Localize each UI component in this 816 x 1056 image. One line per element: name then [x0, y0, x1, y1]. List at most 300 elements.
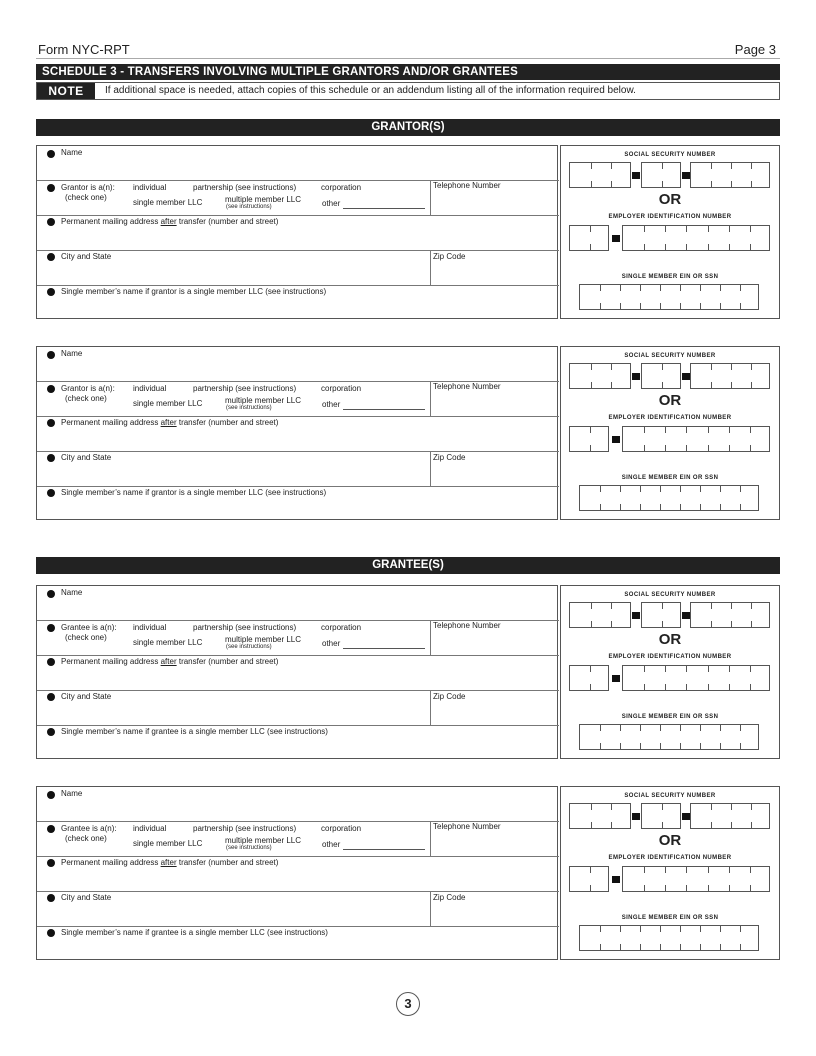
digit-separator-tick [700, 725, 701, 731]
zip-field[interactable] [431, 251, 558, 285]
single-member-ein-input[interactable] [579, 724, 759, 750]
digit-separator-tick [711, 181, 712, 187]
digit-separator-tick [611, 804, 612, 810]
grantees-section-title: GRANTEE(S) [36, 557, 780, 574]
digit-separator-tick [751, 364, 752, 370]
digit-separator-tick [640, 486, 641, 492]
ein-part-2[interactable] [622, 225, 770, 251]
telephone-field[interactable] [431, 181, 558, 215]
digit-separator-tick [640, 285, 641, 291]
ein-label: EMPLOYER IDENTIFICATION NUMBER [608, 855, 732, 861]
name-field[interactable] [37, 586, 559, 620]
digit-separator-tick [708, 666, 709, 672]
ssn-part-1[interactable] [569, 602, 631, 628]
type-corporation[interactable]: corporation [321, 384, 362, 393]
digit-separator-tick [644, 684, 645, 690]
digit-separator-tick [680, 743, 681, 749]
digit-separator-tick [590, 885, 591, 891]
page-label: Page 3 [734, 42, 776, 57]
digit-separator-tick [600, 725, 601, 731]
type-multiple-member-llc[interactable]: multiple member LLC [225, 195, 302, 204]
see-instructions-note: (see instructions) [226, 405, 272, 411]
single-member-name-field[interactable] [37, 487, 559, 521]
digit-separator-tick [729, 427, 730, 433]
digit-separator-tick [750, 885, 751, 891]
single-member-name-field[interactable] [37, 286, 559, 320]
other-input-line[interactable] [343, 409, 425, 410]
digit-separator-tick [700, 926, 701, 932]
digit-separator-tick [665, 226, 666, 232]
digit-separator-tick [611, 163, 612, 169]
digit-separator-tick [662, 603, 663, 609]
bullet-icon [47, 184, 55, 192]
dash-icon [612, 675, 620, 682]
single-member-name-label: Single member’s name if grantee is a single member LLC (see instructions) [61, 928, 328, 937]
party-info-box [36, 585, 558, 759]
digit-separator-tick [620, 504, 621, 510]
ssn-part-3[interactable] [690, 363, 770, 389]
digit-separator-tick [640, 504, 641, 510]
telephone-field[interactable] [431, 621, 558, 655]
note-text: If additional space is needed, attach copies of this schedule or an addendum listing all of the information required below. [105, 85, 636, 96]
mailing-address-field[interactable] [37, 216, 559, 250]
digit-separator-tick [640, 944, 641, 950]
telephone-field[interactable] [431, 822, 558, 856]
digit-separator-tick [591, 163, 592, 169]
digit-separator-tick [751, 382, 752, 388]
digit-separator-tick [729, 885, 730, 891]
type-single-member-llc[interactable]: single member LLC [133, 839, 203, 848]
digit-separator-tick [600, 303, 601, 309]
digit-separator-tick [731, 382, 732, 388]
single-member-ein-input[interactable] [579, 485, 759, 511]
name-field[interactable] [37, 347, 559, 381]
digit-separator-tick [620, 725, 621, 731]
mailing-address-text: Permanent mailing address [61, 858, 161, 867]
digit-separator-tick [620, 303, 621, 309]
telephone-label: Telephone Number [433, 382, 501, 391]
type-other[interactable]: other [322, 400, 341, 409]
mailing-address-text-end: transfer (number and street) [176, 657, 279, 666]
check-one-label: (check one) [65, 834, 107, 843]
type-individual[interactable]: individual [133, 824, 167, 833]
digit-separator-tick [751, 181, 752, 187]
ein-part-1[interactable] [569, 426, 609, 452]
digit-separator-tick [700, 486, 701, 492]
name-label: Name [61, 349, 83, 358]
digit-separator-tick [640, 926, 641, 932]
grantors-section-title: GRANTOR(S) [36, 119, 780, 136]
type-corporation[interactable]: corporation [321, 623, 362, 632]
digit-separator-tick [750, 244, 751, 250]
city-state-field[interactable] [37, 892, 430, 926]
type-individual[interactable]: individual [133, 183, 167, 192]
digit-separator-tick [665, 244, 666, 250]
ein-label: EMPLOYER IDENTIFICATION NUMBER [608, 654, 732, 660]
dash-icon [682, 612, 690, 619]
mailing-address-text: Permanent mailing address [61, 657, 161, 666]
digit-separator-tick [662, 804, 663, 810]
digit-separator-tick [680, 504, 681, 510]
mailing-address-field[interactable] [37, 656, 559, 690]
id-number-box [560, 786, 780, 960]
digit-separator-tick [708, 445, 709, 451]
digit-separator-tick [600, 944, 601, 950]
digit-separator-tick [680, 944, 681, 950]
name-label: Name [61, 789, 83, 798]
dash-icon [632, 373, 640, 380]
zip-label: Zip Code [433, 893, 466, 902]
type-multiple-member-llc[interactable]: multiple member LLC [225, 635, 302, 644]
bullet-icon [47, 624, 55, 632]
digit-separator-tick [751, 163, 752, 169]
digit-separator-tick [591, 804, 592, 810]
ssn-label: SOCIAL SECURITY NUMBER [624, 592, 716, 598]
zip-label: Zip Code [433, 453, 466, 462]
party-info-box [36, 145, 558, 319]
digit-separator-tick [660, 504, 661, 510]
single-member-name-field[interactable] [37, 927, 559, 961]
digit-separator-tick [740, 285, 741, 291]
digit-separator-tick [660, 285, 661, 291]
digit-separator-tick [751, 603, 752, 609]
telephone-field[interactable] [431, 382, 558, 416]
digit-separator-tick [662, 822, 663, 828]
digit-separator-tick [590, 867, 591, 873]
id-number-box [560, 346, 780, 520]
type-partnership[interactable]: partnership (see instructions) [193, 183, 297, 192]
digit-separator-tick [660, 944, 661, 950]
digit-separator-tick [731, 364, 732, 370]
dash-icon [682, 373, 690, 380]
digit-separator-tick [711, 804, 712, 810]
digit-separator-tick [731, 181, 732, 187]
digit-separator-tick [700, 743, 701, 749]
dash-icon [612, 235, 620, 242]
page-number: 3 [396, 992, 420, 1016]
digit-separator-tick [751, 621, 752, 627]
digit-separator-tick [644, 427, 645, 433]
or-label: OR [658, 832, 682, 849]
digit-separator-tick [731, 804, 732, 810]
check-one-label: (check one) [65, 193, 107, 202]
type-single-member-llc[interactable]: single member LLC [133, 198, 203, 207]
ein-part-2[interactable] [622, 665, 770, 691]
digit-separator-tick [590, 445, 591, 451]
mailing-address-text: Permanent mailing address [61, 418, 161, 427]
type-corporation[interactable]: corporation [321, 183, 362, 192]
digit-separator-tick [750, 684, 751, 690]
mailing-address-text-end: transfer (number and street) [176, 858, 279, 867]
digit-separator-tick [720, 725, 721, 731]
bullet-icon [47, 385, 55, 393]
mailing-address-text-end: transfer (number and street) [176, 217, 279, 226]
ein-part-2[interactable] [622, 426, 770, 452]
digit-separator-tick [611, 364, 612, 370]
digit-separator-tick [640, 303, 641, 309]
digit-separator-tick [708, 427, 709, 433]
other-input-line[interactable] [343, 648, 425, 649]
city-state-label: City and State [61, 453, 112, 462]
digit-separator-tick [640, 725, 641, 731]
ssn-part-3[interactable] [690, 602, 770, 628]
digit-separator-tick [611, 822, 612, 828]
digit-separator-tick [711, 382, 712, 388]
type-other[interactable]: other [322, 639, 341, 648]
digit-separator-tick [750, 445, 751, 451]
zip-field[interactable] [431, 691, 558, 725]
digit-separator-tick [740, 944, 741, 950]
digit-separator-tick [711, 163, 712, 169]
after-text: after [160, 217, 177, 226]
type-other[interactable]: other [322, 840, 341, 849]
digit-separator-tick [591, 181, 592, 187]
digit-separator-tick [590, 684, 591, 690]
digit-separator-tick [644, 666, 645, 672]
digit-separator-tick [708, 684, 709, 690]
ssn-part-1[interactable] [569, 803, 631, 829]
check-one-label: (check one) [65, 633, 107, 642]
digit-separator-tick [686, 666, 687, 672]
party-type-label: Grantor is a(n): [61, 183, 115, 192]
digit-separator-tick [591, 364, 592, 370]
digit-separator-tick [591, 621, 592, 627]
digit-separator-tick [686, 885, 687, 891]
telephone-label: Telephone Number [433, 621, 501, 630]
single-member-ein-input[interactable] [579, 925, 759, 951]
party-info-box [36, 346, 558, 520]
zip-field[interactable] [431, 892, 558, 926]
type-partnership[interactable]: partnership (see instructions) [193, 384, 297, 393]
digit-separator-tick [620, 743, 621, 749]
mailing-address-text-end: transfer (number and street) [176, 418, 279, 427]
digit-separator-tick [662, 382, 663, 388]
other-input-line[interactable] [343, 208, 425, 209]
single-member-ein-label: SINGLE MEMBER EIN OR SSN [621, 274, 719, 280]
after-text: after [160, 418, 177, 427]
digit-separator-tick [686, 684, 687, 690]
digit-separator-tick [700, 504, 701, 510]
digit-separator-tick [686, 445, 687, 451]
header-rule [36, 58, 780, 59]
name-label: Name [61, 148, 83, 157]
digit-separator-tick [686, 244, 687, 250]
single-member-name-field[interactable] [37, 726, 559, 760]
digit-separator-tick [591, 382, 592, 388]
digit-separator-tick [680, 725, 681, 731]
check-one-label: (check one) [65, 394, 107, 403]
digit-separator-tick [590, 666, 591, 672]
city-state-field[interactable] [37, 251, 430, 285]
digit-separator-tick [665, 445, 666, 451]
digit-separator-tick [620, 944, 621, 950]
grantor-entry-1 [36, 145, 780, 321]
ssn-part-3[interactable] [690, 162, 770, 188]
note-label: NOTE [37, 83, 95, 99]
party-info-box [36, 786, 558, 960]
dash-icon [632, 172, 640, 179]
digit-separator-tick [750, 427, 751, 433]
city-state-label: City and State [61, 893, 112, 902]
digit-separator-tick [644, 226, 645, 232]
digit-separator-tick [611, 382, 612, 388]
digit-separator-tick [665, 867, 666, 873]
digit-separator-tick [660, 486, 661, 492]
ssn-label: SOCIAL SECURITY NUMBER [624, 152, 716, 158]
zip-label: Zip Code [433, 252, 466, 261]
ssn-label: SOCIAL SECURITY NUMBER [624, 793, 716, 799]
digit-separator-tick [711, 621, 712, 627]
ein-part-2[interactable] [622, 866, 770, 892]
city-state-field[interactable] [37, 691, 430, 725]
type-single-member-llc[interactable]: single member LLC [133, 638, 203, 647]
digit-separator-tick [729, 244, 730, 250]
ein-part-1[interactable] [569, 866, 609, 892]
digit-separator-tick [662, 181, 663, 187]
note-box [36, 82, 780, 100]
digit-separator-tick [729, 445, 730, 451]
digit-separator-tick [665, 684, 666, 690]
bullet-icon [47, 825, 55, 833]
digit-separator-tick [720, 743, 721, 749]
digit-separator-tick [740, 303, 741, 309]
schedule-title: SCHEDULE 3 - TRANSFERS INVOLVING MULTIPLE GRANTORS AND/OR GRANTEES [36, 64, 780, 80]
ein-part-1[interactable] [569, 665, 609, 691]
digit-separator-tick [708, 867, 709, 873]
digit-separator-tick [751, 822, 752, 828]
digit-separator-tick [644, 867, 645, 873]
type-corporation[interactable]: corporation [321, 824, 362, 833]
digit-separator-tick [740, 486, 741, 492]
mailing-address-field[interactable] [37, 417, 559, 451]
digit-separator-tick [662, 364, 663, 370]
ssn-part-2[interactable] [641, 602, 681, 628]
dash-icon [682, 813, 690, 820]
digit-separator-tick [708, 244, 709, 250]
see-instructions-note: (see instructions) [226, 845, 272, 851]
city-state-field[interactable] [37, 452, 430, 486]
ssn-part-2[interactable] [641, 162, 681, 188]
digit-separator-tick [611, 621, 612, 627]
digit-separator-tick [591, 822, 592, 828]
digit-separator-tick [590, 244, 591, 250]
digit-separator-tick [711, 364, 712, 370]
digit-separator-tick [731, 603, 732, 609]
type-partnership[interactable]: partnership (see instructions) [193, 623, 297, 632]
ssn-part-1[interactable] [569, 363, 631, 389]
type-individual[interactable]: individual [133, 623, 167, 632]
name-field[interactable] [37, 787, 559, 821]
digit-separator-tick [720, 486, 721, 492]
digit-separator-tick [731, 822, 732, 828]
see-instructions-note: (see instructions) [226, 644, 272, 650]
single-member-ein-label: SINGLE MEMBER EIN OR SSN [621, 714, 719, 720]
party-type-label: Grantor is a(n): [61, 384, 115, 393]
type-single-member-llc[interactable]: single member LLC [133, 399, 203, 408]
digit-separator-tick [750, 867, 751, 873]
ssn-part-2[interactable] [641, 363, 681, 389]
mailing-address-field[interactable] [37, 857, 559, 891]
digit-separator-tick [665, 885, 666, 891]
ssn-part-2[interactable] [641, 803, 681, 829]
after-text: after [160, 657, 177, 666]
digit-separator-tick [660, 303, 661, 309]
or-label: OR [658, 392, 682, 409]
digit-separator-tick [680, 926, 681, 932]
digit-separator-tick [720, 303, 721, 309]
digit-separator-tick [731, 163, 732, 169]
digit-separator-tick [680, 285, 681, 291]
type-other[interactable]: other [322, 199, 341, 208]
digit-separator-tick [611, 603, 612, 609]
digit-separator-tick [700, 944, 701, 950]
single-member-name-label: Single member’s name if grantor is a single member LLC (see instructions) [61, 488, 327, 497]
name-field[interactable] [37, 146, 559, 180]
grantee-entry-2 [36, 786, 780, 962]
city-state-label: City and State [61, 252, 112, 261]
ssn-part-3[interactable] [690, 803, 770, 829]
digit-separator-tick [711, 603, 712, 609]
digit-separator-tick [740, 725, 741, 731]
id-number-box [560, 585, 780, 759]
type-multiple-member-llc[interactable]: multiple member LLC [225, 836, 302, 845]
digit-separator-tick [600, 504, 601, 510]
single-member-ein-label: SINGLE MEMBER EIN OR SSN [621, 475, 719, 481]
ssn-label: SOCIAL SECURITY NUMBER [624, 353, 716, 359]
digit-separator-tick [700, 303, 701, 309]
type-individual[interactable]: individual [133, 384, 167, 393]
type-partnership[interactable]: partnership (see instructions) [193, 824, 297, 833]
ein-part-1[interactable] [569, 225, 609, 251]
digit-separator-tick [708, 226, 709, 232]
or-label: OR [658, 191, 682, 208]
digit-separator-tick [686, 427, 687, 433]
dash-icon [632, 813, 640, 820]
mailing-address-text: Permanent mailing address [61, 217, 161, 226]
digit-separator-tick [750, 226, 751, 232]
digit-separator-tick [644, 445, 645, 451]
party-type-label: Grantee is a(n): [61, 623, 117, 632]
zip-field[interactable] [431, 452, 558, 486]
digit-separator-tick [729, 867, 730, 873]
digit-separator-tick [665, 666, 666, 672]
dash-icon [682, 172, 690, 179]
digit-separator-tick [680, 486, 681, 492]
digit-separator-tick [600, 926, 601, 932]
ssn-part-1[interactable] [569, 162, 631, 188]
party-type-label: Grantee is a(n): [61, 824, 117, 833]
digit-separator-tick [720, 944, 721, 950]
single-member-name-label: Single member’s name if grantor is a single member LLC (see instructions) [61, 287, 327, 296]
digit-separator-tick [686, 226, 687, 232]
telephone-label: Telephone Number [433, 822, 501, 831]
other-input-line[interactable] [343, 849, 425, 850]
digit-separator-tick [720, 285, 721, 291]
single-member-ein-input[interactable] [579, 284, 759, 310]
type-multiple-member-llc[interactable]: multiple member LLC [225, 396, 302, 405]
digit-separator-tick [740, 926, 741, 932]
dash-icon [612, 436, 620, 443]
digit-separator-tick [680, 303, 681, 309]
digit-separator-tick [731, 621, 732, 627]
digit-separator-tick [660, 926, 661, 932]
digit-separator-tick [640, 743, 641, 749]
digit-separator-tick [665, 427, 666, 433]
digit-separator-tick [600, 743, 601, 749]
dash-icon [632, 612, 640, 619]
id-number-box [560, 145, 780, 319]
digit-separator-tick [600, 285, 601, 291]
